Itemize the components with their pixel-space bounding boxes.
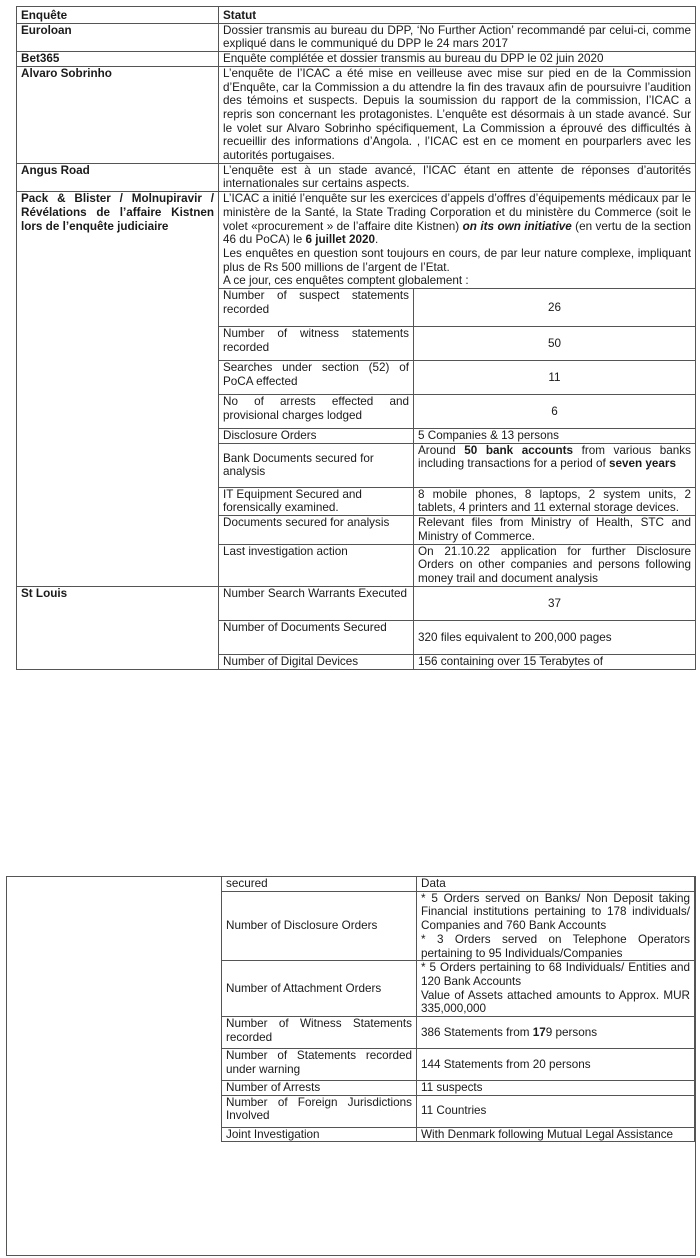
- stat-label: No of arrests effected and provisional charges lodged: [219, 395, 414, 429]
- table-row: [219, 487, 695, 515]
- continued-table: [221, 876, 695, 1142]
- table-row: [17, 52, 696, 67]
- table-row: [219, 289, 695, 327]
- table-row: [222, 1017, 695, 1049]
- case-name-alvaro-sobrinho: Alvaro Sobrinho: [17, 66, 219, 163]
- stat-label: Number Search Warrants Executed: [219, 587, 414, 621]
- case-name-st-louis: St Louis: [17, 586, 219, 669]
- stat-label: Number of Witness Statements recorded: [222, 1017, 417, 1049]
- stat-label: Documents secured for analysis: [219, 516, 414, 544]
- pack-intro-text: L’ICAC a initié l’enquête sur les exercices d’appels d’offres d’équipements médicaux par le ministère de la Santé, la State Trading Corporation et du ministère du Commerce (soit le volet «procurement » de l’affaire dite Kistnen): [223, 192, 691, 233]
- stat-label: Number of Attachment Orders: [222, 961, 417, 1017]
- stat-value-line: * 5 Orders pertaining to 68 Individuals/ Entities and 120 Bank Accounts: [421, 961, 690, 988]
- stat-label: Disclosure Orders: [219, 429, 414, 444]
- stat-label: Number of Digital Devices: [219, 655, 414, 669]
- stat-value: [417, 891, 695, 961]
- table-row: [222, 961, 695, 1017]
- table-row: [219, 395, 695, 429]
- pack-intro-emphasis: on its own initiative: [462, 219, 572, 233]
- stat-value-text: 386 Statements from: [421, 1025, 533, 1039]
- case-name-euroloan: Euroloan: [17, 23, 219, 51]
- stlouis-stats-table: [219, 587, 695, 669]
- case-status-euroloan: Dossier transmis au bureau du DPP, ‘No Further Action’ recommandé par celui-ci, comme expliqué dans le communiqué du DPP le 24 mars 2017: [219, 23, 696, 51]
- stat-label: Number of witness statements recorded: [219, 327, 414, 361]
- stat-label: IT Equipment Secured and forensically examined.: [219, 487, 414, 515]
- pack-intro-end: .: [375, 233, 379, 247]
- stat-value: With Denmark following Mutual Legal Assistance: [417, 1127, 695, 1142]
- stat-value: 320 files equivalent to 200,000 pages: [414, 621, 696, 655]
- table-header-row: [17, 7, 696, 24]
- stat-value: 11 Countries: [417, 1095, 695, 1127]
- table-row: [222, 1095, 695, 1127]
- stat-value: [417, 1017, 695, 1049]
- stat-value: [417, 961, 695, 1017]
- stat-value: 156 containing over 15 Terabytes of: [414, 655, 696, 669]
- case-name-pack-blister: Pack & Blister / Molnupiravir / Révélations de l’affaire Kistnen lors de l’enquête judiciaire: [17, 192, 219, 587]
- stat-label: Searches under section (52) of PoCA effected: [219, 361, 414, 395]
- stat-value: 50: [414, 327, 696, 361]
- table-row: [219, 516, 695, 544]
- table-row: [17, 192, 696, 587]
- stat-label: secured: [222, 877, 417, 892]
- table-row: [17, 23, 696, 51]
- stat-label: Number of suspect statements recorded: [219, 289, 414, 327]
- case-name-angus-road: Angus Road: [17, 163, 219, 191]
- pack-intro-date: 6 juillet 2020: [305, 233, 376, 247]
- stat-value: On 21.10.22 application for further Disclosure Orders on other companies and persons following money trail and document analysis: [414, 544, 696, 586]
- stat-value: [414, 443, 696, 487]
- pack-para-3: A ce jour, ces enquêtes comptent globalement :: [223, 274, 469, 288]
- table-row: [222, 1049, 695, 1081]
- table-row: [17, 163, 696, 191]
- stat-label: Bank Documents secured for analysis: [219, 443, 414, 487]
- table-row: [222, 891, 695, 961]
- stat-value-bold: 17: [532, 1025, 546, 1039]
- investigation-table: [16, 6, 696, 670]
- case-status-bet365: Enquête complétée et dossier transmis au bureau du DPP le 02 juin 2020: [219, 52, 696, 67]
- pack-para-2: Les enquêtes en question sont toujours en cours, de par leur nature complexe, impliquant plus de Rs 500 millions de l’argent de l’Etat.: [223, 246, 691, 274]
- stat-value: 11 suspects: [417, 1081, 695, 1096]
- table-row: [219, 621, 695, 655]
- stat-value: Data: [417, 877, 695, 892]
- table-row: [219, 544, 695, 586]
- stat-value-bold: 50 bank accounts: [464, 443, 574, 457]
- stat-value-line: Value of Assets attached amounts to Approx. MUR 335,000,000: [421, 988, 690, 1016]
- stat-value-text: 9 persons: [545, 1025, 598, 1039]
- stat-value-text: Around: [418, 443, 465, 457]
- case-status-st-louis: [219, 586, 696, 669]
- stat-value: 26: [414, 289, 696, 327]
- table-row: [219, 361, 695, 395]
- pack-intro-text-2: (en vertu de la section 46 du PoCA) le: [223, 219, 691, 247]
- stat-value-bold: seven years: [609, 457, 676, 471]
- stat-value: 6: [414, 395, 696, 429]
- stat-value: 8 mobile phones, 8 laptops, 2 system units, 2 tablets, 4 printers and 11 external storage devices.: [414, 487, 696, 515]
- stat-value-line: * 3 Orders served on Telephone Operators pertaining to 95 Individuals/Companies: [421, 932, 690, 960]
- stat-value: 144 Statements from 20 persons: [417, 1049, 695, 1081]
- stat-label: Number of Arrests: [222, 1081, 417, 1096]
- case-status-alvaro-sobrinho: L’enquête de l’ICAC a été mise en veilleuse avec mise sur pied en de la Commission d’Enquête, car la Commission a du attendre la fin des travaux afin de poursuivre l’audition des témoins et suspects. Depuis la soumission du rapport de la commission, l’ICAC a repris son concernant les protagonistes. L’enquête est désormais à un stade avancé. Sur le volet sur Alvaro Sobrinho spécifiquement, La Commission a éprouvé des difficultés à recueillir des informations d’Angola. , l’ICAC est en ce moment en pourparlers avec les autorités portugaises.: [219, 66, 696, 163]
- table-row: [219, 327, 695, 361]
- header-enquete: Enquête: [17, 7, 219, 24]
- table-row: [17, 66, 696, 163]
- stat-value-line: * 5 Orders served on Banks/ Non Deposit taking Financial institutions pertaining to 178 individuals/ Companies and 760 Bank Accounts: [421, 891, 690, 933]
- case-name-bet365: Bet365: [17, 52, 219, 67]
- table-row: [219, 655, 695, 669]
- stat-label: Number of Statements recorded under warning: [222, 1049, 417, 1081]
- stat-value: 37: [547, 596, 561, 610]
- stat-label: Last investigation action: [219, 544, 414, 586]
- stat-value: 11: [414, 361, 696, 395]
- table-row: [17, 586, 696, 669]
- table-row: [219, 443, 695, 487]
- header-statut: Statut: [219, 7, 696, 24]
- stat-label: Joint Investigation: [222, 1127, 417, 1142]
- table-row: [222, 1127, 695, 1142]
- pack-intro: [219, 192, 695, 247]
- stat-value-text: from various banks including transactions for a period of: [418, 443, 691, 471]
- case-status-angus-road: L’enquête est à un stade avancé, l’ICAC étant en attente de réponses d’autorités internationales sur certains aspects.: [219, 163, 696, 191]
- stat-label: Number of Foreign Jurisdictions Involved: [222, 1095, 417, 1127]
- stat-label: Number of Documents Secured: [219, 621, 414, 655]
- stat-label: Number of Disclosure Orders: [222, 891, 417, 961]
- table-row: [219, 587, 695, 621]
- case-status-pack-blister: [219, 192, 696, 587]
- stlouis-continued-table: [221, 876, 695, 1142]
- stat-value: Relevant files from Ministry of Health, STC and Ministry of Commerce.: [414, 516, 696, 544]
- pack-stats-table: [219, 288, 695, 586]
- table-row: [219, 429, 695, 444]
- stat-value: 5 Companies & 13 persons: [414, 429, 696, 444]
- table-row: [222, 1081, 695, 1096]
- table-row: [222, 877, 695, 892]
